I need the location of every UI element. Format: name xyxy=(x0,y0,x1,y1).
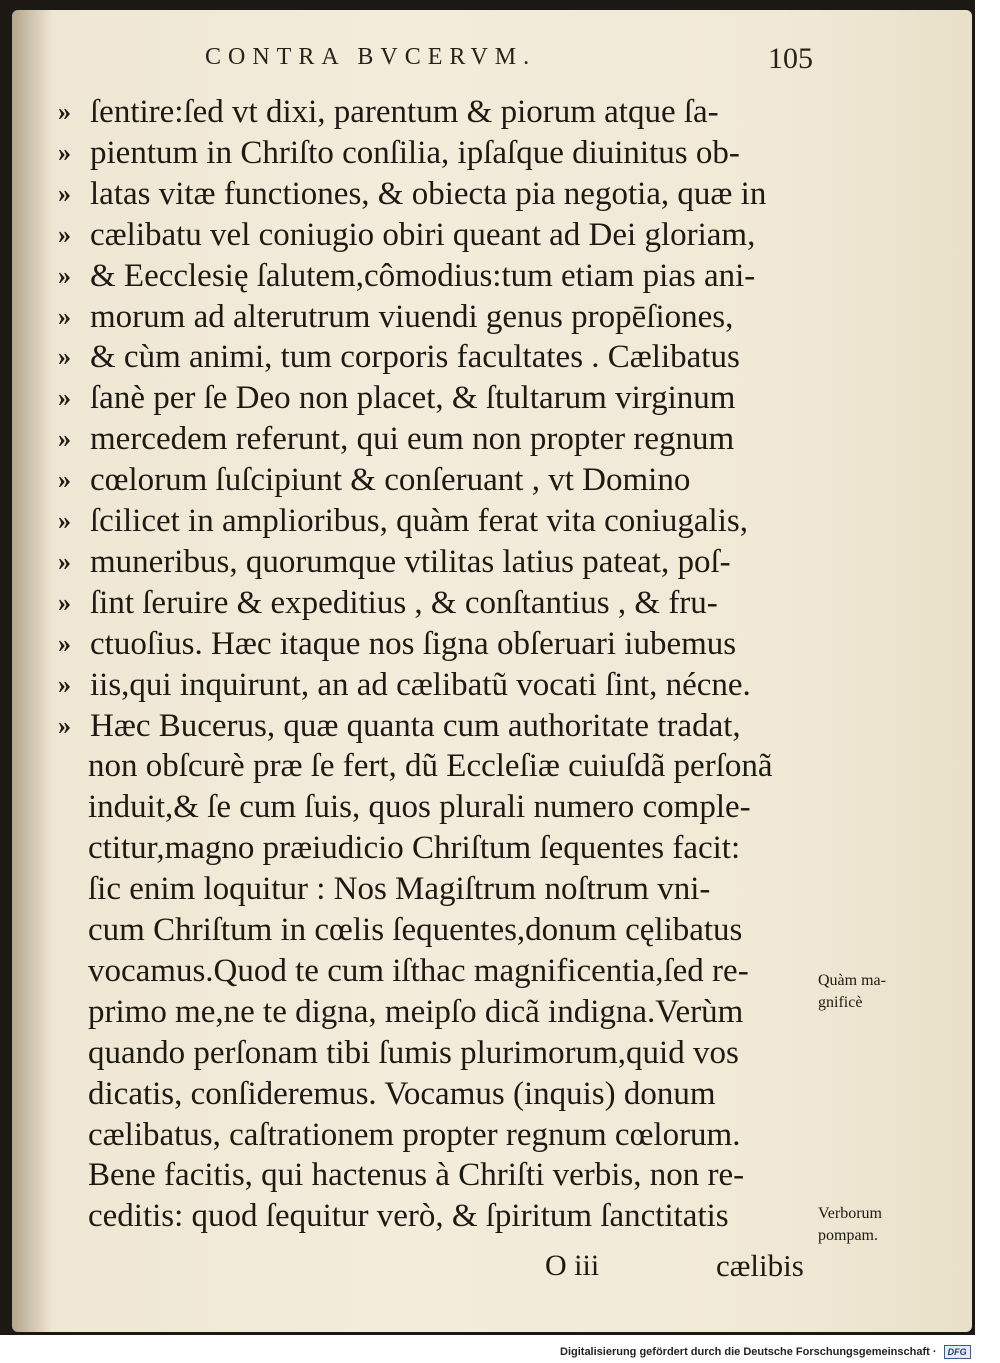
quotation-mark: » xyxy=(58,220,71,249)
text-line: quando perſonam tibi ſumis plurimorum,quid vos xyxy=(88,1035,739,1071)
digitization-credit xyxy=(560,1343,980,1361)
text-line: muneribus, quorumque vtilitas latius pateat, poſ- xyxy=(90,544,731,580)
text-line: Bene facitis, qui hactenus à Chriſti verbis, non re- xyxy=(88,1157,745,1193)
quotation-mark: » xyxy=(58,383,71,412)
text-line: ſanè per ſe Deo non placet, & ſtultarum virginum xyxy=(90,380,736,416)
catchword: cælibis xyxy=(716,1248,804,1283)
quotation-mark: » xyxy=(58,506,71,535)
text-line: ſcilicet in amplioribus, quàm ferat vita coniugalis, xyxy=(90,503,748,539)
quotation-mark: » xyxy=(58,547,71,576)
quotation-mark: » xyxy=(58,138,71,167)
page-gutter-shadow xyxy=(12,10,52,1332)
text-line: Hæc Bucerus, quæ quanta cum authoritate tradat, xyxy=(90,708,741,744)
quotation-mark: » xyxy=(58,97,71,126)
text-line: cælibatu vel coniugio obiri queant ad Dei gloriam, xyxy=(90,217,756,253)
quotation-mark: » xyxy=(58,342,71,371)
text-line: ſic enim loquitur : Nos Magiſtrum noſtrum vni- xyxy=(88,871,711,907)
quotation-mark: » xyxy=(58,629,71,658)
credit-text: Digitalisierung gefördert durch die Deutsche Forschungsgemeinschaft · xyxy=(560,1346,937,1358)
text-line: cum Chriſtum in cœlis ſequentes,donum cęlibatus xyxy=(88,912,743,948)
text-line: primo me,ne te digna, meipſo dicã indigna.Verùm xyxy=(88,994,744,1030)
text-line: mercedem referunt, qui eum non propter regnum xyxy=(90,421,735,457)
quotation-mark: » xyxy=(58,711,71,740)
text-line: pientum in Chriſto conſilia, ipſaſque diuinitus ob- xyxy=(90,135,740,171)
text-line: dicatis, conſideremus. Vocamus (inquis) donum xyxy=(88,1076,716,1112)
page-number: 105 xyxy=(768,42,813,75)
quotation-mark: » xyxy=(58,670,71,699)
text-line: latas vitæ functiones, & obiecta pia negotia, quæ in xyxy=(90,176,767,212)
quotation-mark: » xyxy=(58,179,71,208)
signature-mark: O iii xyxy=(545,1249,600,1282)
text-line: morum ad alterutrum viuendi genus propēſiones, xyxy=(90,299,734,335)
quotation-mark: » xyxy=(58,465,71,494)
marginal-note-1: Quàm ma- gnificè xyxy=(818,972,886,1011)
text-line: iis,qui inquirunt, an ad cælibatũ vocati ſint, nécne. xyxy=(90,667,751,703)
text-line: cœlorum ſuſcipiunt & conſeruant , vt Domino xyxy=(90,462,691,498)
text-line: induit,& ſe cum ſuis, quos plurali numero comple- xyxy=(88,789,751,825)
dfg-logo: DFG xyxy=(944,1345,971,1359)
quotation-mark: » xyxy=(58,261,71,290)
text-line: & cùm animi, tum corporis facultates . Cælibatus xyxy=(90,339,740,375)
text-line: ſentire:ſed vt dixi, parentum & piorum atque ſa- xyxy=(90,94,719,130)
quotation-mark: » xyxy=(58,302,71,331)
text-line: vocamus.Quod te cum iſthac magnificentia,ſed re- xyxy=(88,953,749,989)
text-line: ctitur,magno præiudicio Chriſtum ſequentes facit: xyxy=(88,830,741,866)
text-line: ſint ſeruire & expeditius , & conſtantius , & fru- xyxy=(90,585,718,621)
text-line: ceditis: quod ſequitur verò, & ſpiritum ſanctitatis xyxy=(88,1198,729,1234)
running-title: CONTRA BVCERVM. xyxy=(205,44,537,70)
text-line: non obſcurè præ ſe fert, dũ Eccleſiæ cuiuſdã perſonã xyxy=(88,748,773,784)
marginal-note-2: Verborum pompam. xyxy=(818,1205,882,1244)
quotation-mark: » xyxy=(58,424,71,453)
text-line: cælibatus, caſtrationem propter regnum cœlorum. xyxy=(88,1117,741,1153)
text-line: & Eecclesię ſalutem,cômodius:tum etiam pias ani- xyxy=(90,258,756,294)
quotation-mark: » xyxy=(58,588,71,617)
text-line: ctuoſius. Hæc itaque nos ſigna obſeruari iubemus xyxy=(90,626,737,662)
